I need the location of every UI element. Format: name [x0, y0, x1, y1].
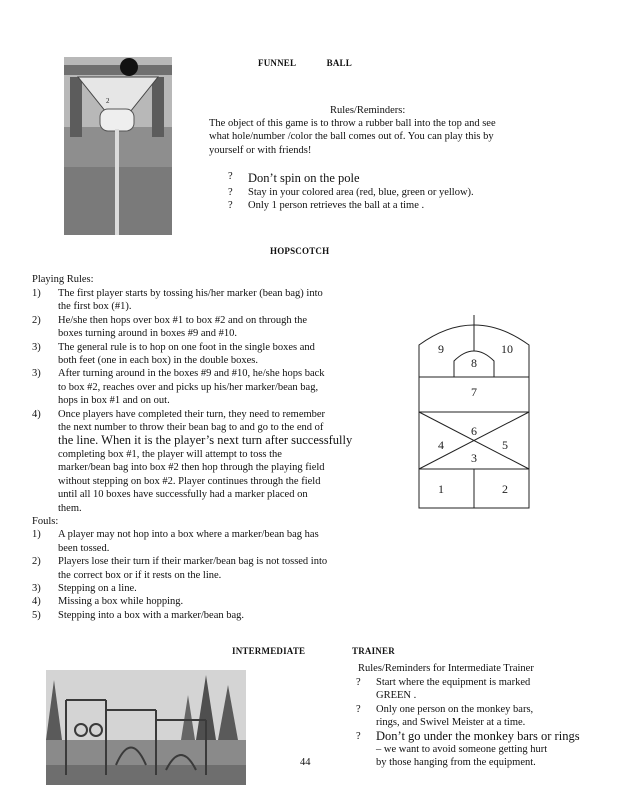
funnel-ball-photo [64, 57, 172, 235]
rule-line: both feet (one in each box) in the double boxes. [58, 355, 259, 367]
trainer-bullet-line: rings, and Swivel Meister at a time. [376, 717, 526, 729]
rule-line: He/she then hops over box #1 to box #2 and on through the [58, 314, 308, 326]
trainer-photo [46, 670, 246, 785]
foul-number: 4) [32, 596, 41, 608]
rule-line: Once players have completed their turn, they need to remember [58, 408, 326, 420]
rule-line: to box #2, reaches over and picks up his/her marker/bean bag, [58, 381, 319, 393]
rule-number: 2) [32, 314, 41, 326]
funnel-paragraph-line: The object of this game is to throw a rubber ball into the top and see [209, 118, 496, 129]
trainer-bullet [356, 730, 606, 770]
rule-item [32, 314, 367, 341]
foul-item [32, 595, 367, 608]
foul-line: Missing a box while hopping. [58, 596, 184, 608]
foul-line: Stepping on a line. [58, 582, 137, 594]
box-label-9: 9 [438, 342, 444, 356]
foul-line: the correct box or if it rests on the line. [58, 569, 222, 581]
bullet-mark: ? [356, 730, 361, 742]
foul-number: 3) [32, 582, 41, 594]
funnel-bullet-text: Don’t spin on the pole [248, 171, 360, 185]
box-label-7: 7 [471, 385, 477, 399]
trainer-title-word2: TRAINER [352, 646, 395, 656]
trainer-bullet-line: by those hanging from the equipment. [376, 757, 536, 769]
foul-number: 5) [32, 609, 41, 621]
rule-line: the next number to throw their bean bag to and go to the end of [58, 422, 324, 434]
funnel-photo-number: 2 [106, 97, 110, 105]
page-number: 44 [300, 757, 311, 768]
foul-line: Players lose their turn if their marker/bean bag is not tossed into [58, 556, 328, 568]
funnel-bullet-text: Only 1 person retrieves the ball at a time . [248, 200, 425, 212]
foul-line: A player may not hop into a box where a marker/bean bag has [58, 529, 319, 541]
trainer-bullets [356, 676, 606, 770]
rule-line: without stepping on box #2. Player continues through the field [58, 475, 321, 487]
box-label-3: 3 [471, 451, 477, 465]
box-label-5: 5 [502, 438, 508, 452]
foul-number: 1) [32, 529, 41, 541]
funnel-paragraph-line: what hole/number /color the ball comes out of. You can play this by [209, 131, 494, 143]
trainer-bullet-line: Only one person on the monkey bars, [376, 703, 534, 715]
trainer-title-word1: INTERMEDIATE [232, 646, 306, 656]
rule-line: until all 10 boxes have successfully had a marker placed on [58, 489, 308, 501]
funnel-paragraph-line: yourself or with friends! [209, 144, 312, 156]
funnel-title-word1: FUNNEL [258, 58, 296, 68]
trainer-bullet-line: – we want to avoid someone getting hurt [376, 744, 548, 756]
rule-line: the first box (#1). [58, 301, 132, 313]
funnel-bullet [228, 170, 548, 186]
rule-item [32, 367, 367, 407]
funnel-ball-title [258, 58, 352, 68]
foul-item [32, 555, 367, 582]
trainer-rules-heading: Rules/Reminders for Intermediate Trainer [358, 663, 534, 674]
foul-item [32, 582, 367, 595]
playing-rules-heading: Playing Rules: [32, 274, 94, 285]
rule-number: 4) [32, 408, 41, 420]
box-label-6: 6 [471, 424, 477, 438]
funnel-bullet [228, 186, 548, 199]
rule-line: hops in box #1 and on out. [58, 395, 170, 407]
rule-item [32, 287, 367, 314]
foul-item [32, 528, 367, 555]
box-label-4: 4 [438, 438, 444, 452]
box-label-10: 10 [501, 342, 513, 356]
trainer-bullet-line: GREEN . [376, 690, 417, 702]
trainer-bullet-line: Start where the equipment is marked [376, 677, 531, 688]
rule-line: The general rule is to hop on one foot in the single boxes and [58, 341, 315, 353]
trainer-photo-art [46, 670, 246, 785]
funnel-rules-heading: Rules/Reminders: [330, 105, 406, 116]
funnel-bullet-text: Stay in your colored area (red, blue, green or yellow). [248, 187, 474, 198]
foul-item [32, 609, 367, 622]
bullet-mark: ? [356, 677, 361, 688]
rule-line: them. [58, 502, 82, 514]
rule-number: 1) [32, 288, 41, 299]
funnel-bullet [228, 199, 548, 212]
box-label-2: 2 [502, 482, 508, 496]
trainer-title [232, 646, 395, 656]
foul-number: 2) [32, 556, 41, 568]
rule-number: 3) [32, 368, 41, 380]
fouls-heading: Fouls: [32, 515, 59, 527]
foul-line: been tossed. [58, 542, 110, 554]
hopscotch-title: HOPSCOTCH [270, 246, 330, 256]
hopscotch-rules-list [32, 287, 367, 622]
trainer-bullet-line: Don’t go under the monkey bars or rings [376, 728, 580, 743]
funnel-bullets [228, 170, 548, 213]
rule-number: 3) [32, 341, 41, 353]
bullet-mark: ? [356, 703, 361, 715]
foul-line: Stepping into a box with a marker/bean bag. [58, 609, 245, 621]
rule-line: marker/bean bag into box #2 then hop through the playing field [58, 462, 325, 474]
rule-line: completing box #1, the player will attempt to toss the [58, 448, 282, 460]
box-label-1: 1 [438, 482, 444, 496]
rule-line: boxes turning around in boxes #9 and #10. [58, 328, 238, 340]
funnel-title-word2: BALL [326, 58, 352, 68]
hopscotch-diagram [415, 315, 535, 510]
funnel-ball-photo-art [64, 57, 172, 235]
bullet-mark: ? [228, 171, 233, 182]
rule-line: The first player starts by tossing his/her marker (bean bag) into [58, 288, 323, 299]
rule-line: the line. When it is the player’s next turn after successfully [58, 433, 353, 448]
rule-item [32, 341, 367, 368]
trainer-bullet [356, 676, 606, 703]
bullet-mark: ? [228, 200, 233, 212]
funnel-paragraph [209, 117, 549, 157]
box-label-8: 8 [471, 356, 477, 370]
trainer-bullet [356, 703, 606, 730]
rule-item [32, 408, 367, 515]
rule-line: After turning around in the boxes #9 and #10, he/she hops back [58, 368, 325, 380]
bullet-mark: ? [228, 187, 233, 198]
